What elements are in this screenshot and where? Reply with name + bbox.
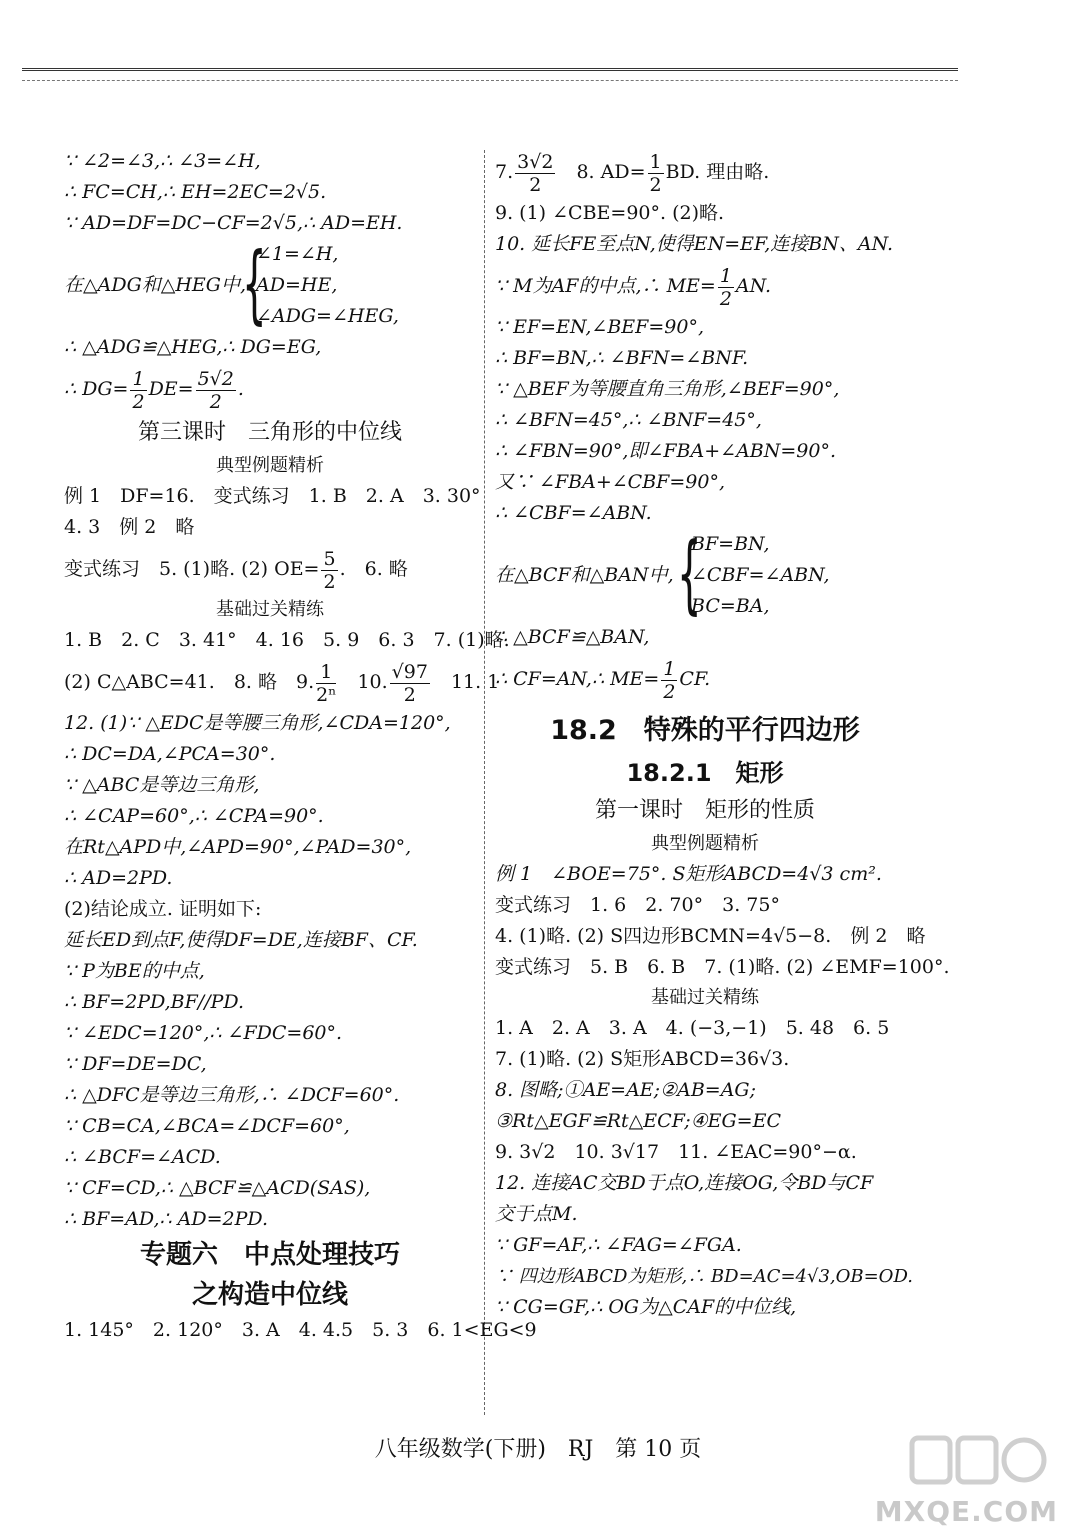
numerator: 3√2 bbox=[517, 150, 554, 173]
fraction-line bbox=[495, 146, 915, 198]
text-seg: BD. 理由略. bbox=[665, 161, 770, 183]
text-line: 例 1 ∠BOE=75°. S矩形ABCD=4√3 cm². bbox=[495, 863, 882, 885]
text-line: ∴ △ADG≌△HEG,∴ DG=EG, bbox=[64, 336, 322, 358]
header-rule-dashed bbox=[22, 80, 958, 81]
text-line: 12. 连接AC交BD于点O,连接OG,令BD与CF bbox=[495, 1172, 874, 1194]
section-heading-topic6: 专题六 中点处理技巧 bbox=[139, 1240, 400, 1270]
text-line: ∴ BF=2PD,BF//PD. bbox=[64, 991, 244, 1013]
text-line: ∵ CG=GF,∴ OG为△CAF的中位线, bbox=[495, 1296, 797, 1318]
subheading-basic: 基础过关精练 bbox=[216, 599, 324, 620]
text-line: ∵ 四边形ABCD为矩形,∴ BD=AC=4√3,OB=OD. bbox=[495, 1266, 913, 1287]
brace-system-1 bbox=[64, 234, 476, 334]
text-seg: 8. AD= bbox=[576, 161, 646, 183]
denominator: 2 bbox=[403, 683, 416, 706]
fraction bbox=[130, 368, 146, 413]
text-line: 在Rt△APD中,∠APD=90°,∠PAD=30°, bbox=[64, 836, 412, 858]
denominator: 2 bbox=[649, 173, 662, 196]
subheading-basic: 基础过关精练 bbox=[651, 987, 759, 1008]
text-line: 9. 3√2 10. 3√17 11. ∠EAC=90°−α. bbox=[495, 1141, 857, 1163]
numerator: 1 bbox=[316, 661, 336, 684]
fraction-line bbox=[495, 653, 915, 705]
numerator: 1 bbox=[663, 657, 676, 680]
fraction-line bbox=[64, 363, 476, 415]
fraction-line bbox=[495, 260, 915, 312]
text-line: ③Rt△EGF≌Rt△ECF;④EG=EC bbox=[495, 1110, 782, 1132]
text-line: ∵ P为BE的中点, bbox=[64, 960, 205, 982]
text-seg: . 6. 略 bbox=[339, 558, 408, 580]
text-line: ∴ △DFC是等边三角形,∴ ∠DCF=60°. bbox=[64, 1084, 400, 1106]
text-seg: 11. 1 bbox=[450, 671, 500, 693]
page-footer: 八年级数学(下册) RJ 第 10 页 bbox=[374, 1437, 702, 1462]
header-rule bbox=[22, 68, 958, 71]
brace-symbol: { bbox=[242, 234, 267, 334]
numerator: 5√2 bbox=[197, 367, 234, 390]
text-line: ∵ ∠EDC=120°,∴ ∠FDC=60°. bbox=[64, 1022, 343, 1044]
text-seg: . bbox=[237, 378, 244, 400]
text-line: 延长ED到点F,使得DF=DE,连接BF、CF. bbox=[64, 929, 418, 951]
watermark bbox=[874, 1432, 1058, 1528]
denominator: 2 bbox=[209, 390, 222, 413]
text-line: (2)结论成立. 证明如下: bbox=[64, 898, 262, 920]
text-line: ∴ ∠CBF=∠ABN. bbox=[495, 502, 652, 524]
fraction-line bbox=[64, 656, 500, 708]
section-heading-lesson3: 第三课时 三角形的中位线 bbox=[137, 420, 402, 445]
text-seg: CF. bbox=[679, 668, 711, 690]
brace-system-2 bbox=[495, 524, 915, 624]
denominator: 2ⁿ bbox=[316, 683, 337, 706]
fraction bbox=[718, 265, 734, 310]
text-line: 8. 图略;①AE=AE;②AB=AG; bbox=[495, 1079, 757, 1101]
text-seg: ∴ DG= bbox=[64, 378, 129, 400]
text-seg: ∴ CF=AN,∴ ME= bbox=[495, 668, 660, 690]
fraction bbox=[648, 151, 664, 196]
text-line: 10. 延长FE至点N,使得EN=EF,连接BN、AN. bbox=[495, 233, 894, 255]
fraction bbox=[316, 661, 336, 706]
subheading-typical: 典型例题精析 bbox=[216, 455, 324, 476]
text-seg: DE= bbox=[148, 378, 194, 400]
numerator: 5 bbox=[323, 547, 336, 570]
text-line: 又∵ ∠FBA+∠CBF=90°, bbox=[495, 471, 725, 493]
brace-symbol: { bbox=[677, 524, 702, 624]
fraction-line bbox=[64, 543, 476, 595]
section-heading-18-2-1: 18.2.1 矩形 bbox=[626, 759, 784, 787]
text-line: 变式练习 5. B 6. B 7. (1)略. (2) ∠EMF=100°. bbox=[495, 956, 950, 978]
fraction bbox=[321, 548, 337, 593]
text-seg: ∵ M为AF的中点,∴ ME= bbox=[495, 275, 716, 297]
text-seg: AN. bbox=[735, 275, 772, 297]
denominator: 2 bbox=[663, 680, 676, 703]
text-line: ∴ DC=DA,∠PCA=30°. bbox=[64, 743, 276, 765]
brace-line: ∠1=∠H, bbox=[256, 243, 339, 265]
text-line: ∵ CB=CA,∠BCA=∠DCF=60°, bbox=[64, 1115, 350, 1137]
brace-line: ∠ADG=∠HEG, bbox=[256, 305, 399, 327]
text-line: ∴ ∠CAP=60°,∴ ∠CPA=90°. bbox=[64, 805, 324, 827]
brace-prefix: 在△ADG和△HEG中, bbox=[64, 274, 247, 296]
denominator: 2 bbox=[529, 173, 542, 196]
text-line: ∴ ∠BCF=∠ACD. bbox=[64, 1146, 221, 1168]
fraction bbox=[390, 661, 430, 706]
brace-line: AD=HE, bbox=[256, 274, 338, 296]
text-seg: 10. bbox=[357, 671, 388, 693]
text-line: ∵ EF=EN,∠BEF=90°, bbox=[495, 316, 704, 338]
denominator: 2 bbox=[132, 390, 145, 413]
text-line: ∵ GF=AF,∴ ∠FAG=∠FGA. bbox=[495, 1234, 742, 1256]
section-heading-18-2: 18.2 特殊的平行四边形 bbox=[550, 715, 860, 746]
numerator: 1 bbox=[132, 367, 145, 390]
text-line: ∴ FC=CH,∴ EH=2EC=2√5. bbox=[64, 181, 327, 203]
brace-line: BF=BN, bbox=[691, 533, 770, 555]
text-line: ∵ CF=CD,∴ △BCF≌△ACD(SAS), bbox=[64, 1177, 371, 1199]
text-line: 4. 3 例 2 略 bbox=[64, 516, 195, 538]
text-line: 9. (1) ∠CBE=90°. (2)略. bbox=[495, 202, 725, 224]
text-line: 7. (1)略. (2) S矩形ABCD=36√3. bbox=[495, 1048, 790, 1070]
numerator: 1 bbox=[719, 264, 732, 287]
text-line: 1. B 2. C 3. 41° 4. 16 5. 9 6. 3 7. (1)略. bbox=[64, 629, 510, 651]
fraction bbox=[515, 151, 555, 196]
text-line: ∴ ∠BFN=45°,∴ ∠BNF=45°, bbox=[495, 409, 762, 431]
text-line: ∵ AD=DF=DC−CF=2√5,∴ AD=EH. bbox=[64, 212, 403, 234]
fraction bbox=[196, 368, 236, 413]
section-heading-lesson1: 第一课时 矩形的性质 bbox=[594, 798, 815, 823]
denominator: 2 bbox=[323, 570, 336, 593]
subheading-typical: 典型例题精析 bbox=[651, 833, 759, 854]
watermark-text: MXQE.COM bbox=[874, 1495, 1058, 1528]
text-line: 1. 145° 2. 120° 3. A 4. 4.5 5. 3 6. 1<EG<9 bbox=[64, 1319, 537, 1341]
fraction bbox=[661, 658, 677, 703]
denominator: 2 bbox=[719, 287, 732, 310]
text-line: 1. A 2. A 3. A 4. (−3,−1) 5. 48 6. 5 bbox=[495, 1017, 890, 1039]
text-line: ∴ AD=2PD. bbox=[64, 867, 173, 889]
watermark-logo-icon bbox=[908, 1432, 1048, 1490]
text-line: 例 1 DF=16. 变式练习 1. B 2. A 3. 30° bbox=[64, 485, 481, 507]
text-seg: 7. bbox=[495, 161, 514, 183]
text-seg: (2) C△ABC=41. 8. 略 9. bbox=[64, 671, 315, 693]
text-seg: 变式练习 5. (1)略. (2) OE= bbox=[64, 558, 320, 580]
brace-line: BC=BA, bbox=[691, 595, 770, 617]
text-line: ∴ BF=AD,∴ AD=2PD. bbox=[64, 1208, 268, 1230]
text-line: 4. (1)略. (2) S四边形BCMN=4√5−8. 例 2 略 bbox=[495, 925, 926, 947]
numerator: √97 bbox=[391, 660, 428, 683]
text-line: 12. (1)∵ △EDC是等腰三角形,∠CDA=120°, bbox=[64, 712, 451, 734]
right-column bbox=[495, 146, 950, 1323]
section-heading-topic6-sub: 之构造中位线 bbox=[191, 1280, 348, 1310]
text-line: 变式练习 1. 6 2. 70° 3. 75° bbox=[495, 894, 780, 916]
text-line: ∵ DF=DE=DC, bbox=[64, 1053, 207, 1075]
brace-prefix: 在△BCF和△BAN中, bbox=[495, 564, 674, 586]
numerator: 1 bbox=[649, 150, 662, 173]
brace-line: ∠CBF=∠ABN, bbox=[691, 564, 830, 586]
column-divider bbox=[484, 150, 485, 1415]
text-line: 交于点M. bbox=[495, 1203, 578, 1225]
text-line: ∴ BF=BN,∴ ∠BFN=∠BNF. bbox=[495, 347, 749, 369]
text-line: ∵ △BEF为等腰直角三角形,∠BEF=90°, bbox=[495, 378, 840, 400]
text-line: ∵ △ABC是等边三角形, bbox=[64, 774, 260, 796]
text-line: ∵ ∠2=∠3,∴ ∠3=∠H, bbox=[64, 150, 261, 172]
text-line: ∴ ∠FBN=90°,即∠FBA+∠ABN=90°. bbox=[495, 440, 837, 462]
text-line: ∴ △BCF≌△BAN, bbox=[495, 626, 650, 648]
